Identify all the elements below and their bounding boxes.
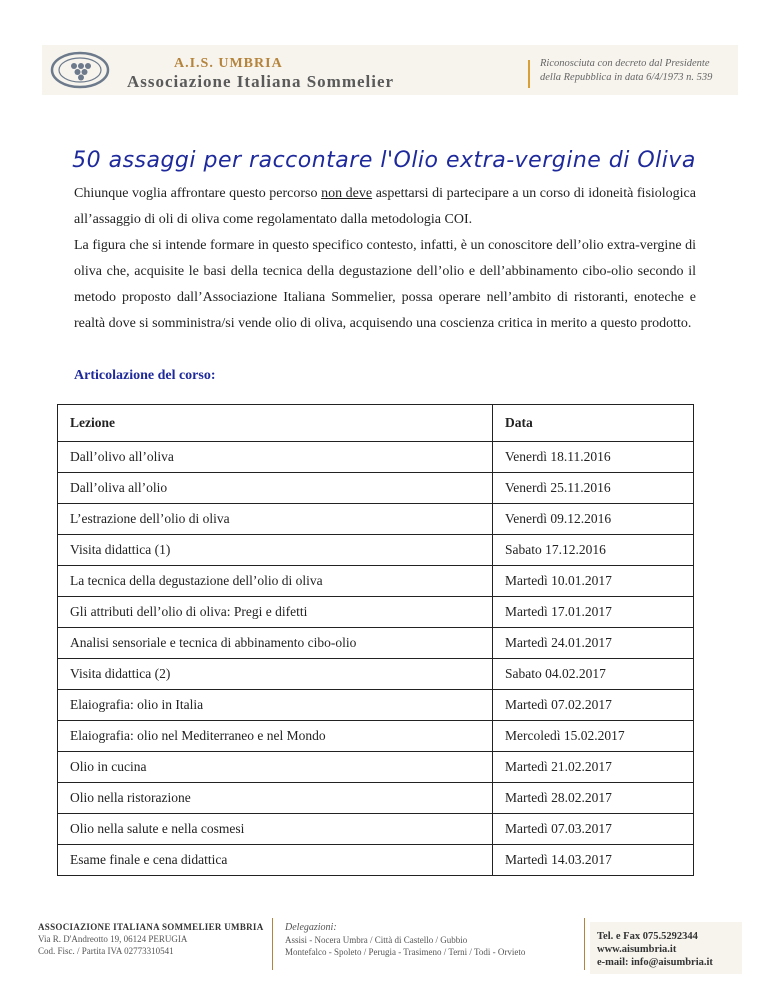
- table-row: [58, 752, 694, 783]
- table-row: [58, 535, 694, 566]
- date-cell: Martedì 14.03.2017: [493, 845, 694, 876]
- lesson-cell: Olio in cucina: [58, 752, 493, 783]
- table-row: [58, 690, 694, 721]
- emphasis-not-must: non deve: [321, 186, 373, 201]
- footer-address: Via R. D'Andreotto 19, 06124 PERUGIA: [38, 934, 188, 944]
- intro-paragraph-1: [74, 181, 696, 233]
- footer-divider: [584, 918, 585, 970]
- footer-contacts: [597, 930, 713, 969]
- footer-delegations-line1: Assisi - Nocera Umbra / Città di Castello / Gubbio: [285, 935, 468, 945]
- lesson-cell: Olio nella ristorazione: [58, 783, 493, 814]
- lesson-cell: Analisi sensoriale e tecnica di abbinamento cibo-olio: [58, 628, 493, 659]
- date-cell: Venerdì 25.11.2016: [493, 473, 694, 504]
- recognition-note-line2: della Repubblica in data 6/4/1973 n. 539: [540, 72, 713, 83]
- recognition-note: [540, 57, 712, 85]
- date-cell: Martedì 24.01.2017: [493, 628, 694, 659]
- lesson-cell: Visita didattica (2): [58, 659, 493, 690]
- intro-text: [74, 181, 696, 337]
- page-title: 50 assaggi per raccontare l'Olio extra-vergine di Oliva: [72, 148, 696, 173]
- ais-grape-logo-icon: [48, 50, 118, 90]
- lesson-cell: Dall’olivo all’oliva: [58, 442, 493, 473]
- recognition-note-line1: Riconosciuta con decreto dal Presidente: [540, 58, 710, 69]
- org-name: Associazione Italiana Sommelier: [127, 72, 395, 91]
- lesson-cell: La tecnica della degustazione dell’olio di oliva: [58, 566, 493, 597]
- date-cell: Martedì 28.02.2017: [493, 783, 694, 814]
- date-cell: Venerdì 09.12.2016: [493, 504, 694, 535]
- intro-p1-start: Chiunque voglia affrontare questo percorso: [74, 186, 322, 201]
- footer-delegations: [285, 922, 525, 958]
- table-row: [58, 814, 694, 845]
- table-row: [58, 659, 694, 690]
- lesson-cell: Gli attributi dell’olio di oliva: Pregi e difetti: [58, 597, 493, 628]
- date-cell: Sabato 04.02.2017: [493, 659, 694, 690]
- table-header-row: [58, 405, 694, 442]
- table-row: [58, 473, 694, 504]
- lesson-cell: Dall’oliva all’olio: [58, 473, 493, 504]
- date-cell: Mercoledì 15.02.2017: [493, 721, 694, 752]
- footer-email-link[interactable]: e-mail: info@aisumbria.it: [597, 957, 713, 968]
- date-cell: Martedì 21.02.2017: [493, 752, 694, 783]
- course-schedule-table: [57, 404, 694, 876]
- table-row: [58, 845, 694, 876]
- org-name-small: A.I.S. UMBRIA: [174, 56, 283, 71]
- lesson-cell: Esame finale e cena didattica: [58, 845, 493, 876]
- table-row: [58, 783, 694, 814]
- date-cell: Sabato 17.12.2016: [493, 535, 694, 566]
- footer-delegations-line2: Montefalco - Spoleto / Perugia - Trasimeno / Terni / Todi - Orvieto: [285, 947, 526, 957]
- table-row: [58, 628, 694, 659]
- date-cell: Martedì 10.01.2017: [493, 566, 694, 597]
- table-row: [58, 566, 694, 597]
- intro-paragraph-2: La figura che si intende formare in questo specifico contesto, infatti, è un conoscitore dell’olio extra-vergine di oliva che, acquisite le basi della tecnica della degustazione dell’olio e dell’abbinamento cibo-olio secondo il metodo proposto dall’Associazione Italiana Sommelier, possa operare nell’ambito di ristoranti, enoteche e realtà dove si somministra/si vende olio di oliva, acquisendo una coscienza critica in merito a questo prodotto.: [74, 238, 696, 331]
- column-header-lesson: Lezione: [58, 405, 493, 442]
- footer-org-name: ASSOCIAZIONE ITALIANA SOMMELIER UMBRIA: [38, 922, 264, 932]
- header-divider: [528, 60, 530, 88]
- column-header-date: Data: [493, 405, 694, 442]
- section-heading: Articolazione del corso:: [74, 368, 216, 383]
- lesson-cell: Visita didattica (1): [58, 535, 493, 566]
- lesson-cell: L’estrazione dell’olio di oliva: [58, 504, 493, 535]
- footer-org-info: [38, 921, 264, 957]
- table-row: [58, 442, 694, 473]
- table-row: [58, 504, 694, 535]
- date-cell: Martedì 17.01.2017: [493, 597, 694, 628]
- table-row: [58, 597, 694, 628]
- footer-website-link[interactable]: www.aisumbria.it: [597, 944, 677, 955]
- lesson-cell: Elaiografia: olio in Italia: [58, 690, 493, 721]
- footer-delegations-heading: Delegazioni:: [285, 922, 337, 933]
- date-cell: Martedì 07.03.2017: [493, 814, 694, 845]
- footer-phone: Tel. e Fax 075.5292344: [597, 931, 698, 942]
- footer-divider: [272, 918, 273, 970]
- date-cell: Martedì 07.02.2017: [493, 690, 694, 721]
- intro-p1-end: aspettarsi di partecipare a un corso di idoneità fisiologica all’assaggio di oli di oliva come regolamentato dalla metodologia COI.: [74, 186, 696, 227]
- table-row: [58, 721, 694, 752]
- date-cell: Venerdì 18.11.2016: [493, 442, 694, 473]
- lesson-cell: Elaiografia: olio nel Mediterraneo e nel Mondo: [58, 721, 493, 752]
- lesson-cell: Olio nella salute e nella cosmesi: [58, 814, 493, 845]
- footer-fiscal-code: Cod. Fisc. / Partita IVA 02773310541: [38, 946, 174, 956]
